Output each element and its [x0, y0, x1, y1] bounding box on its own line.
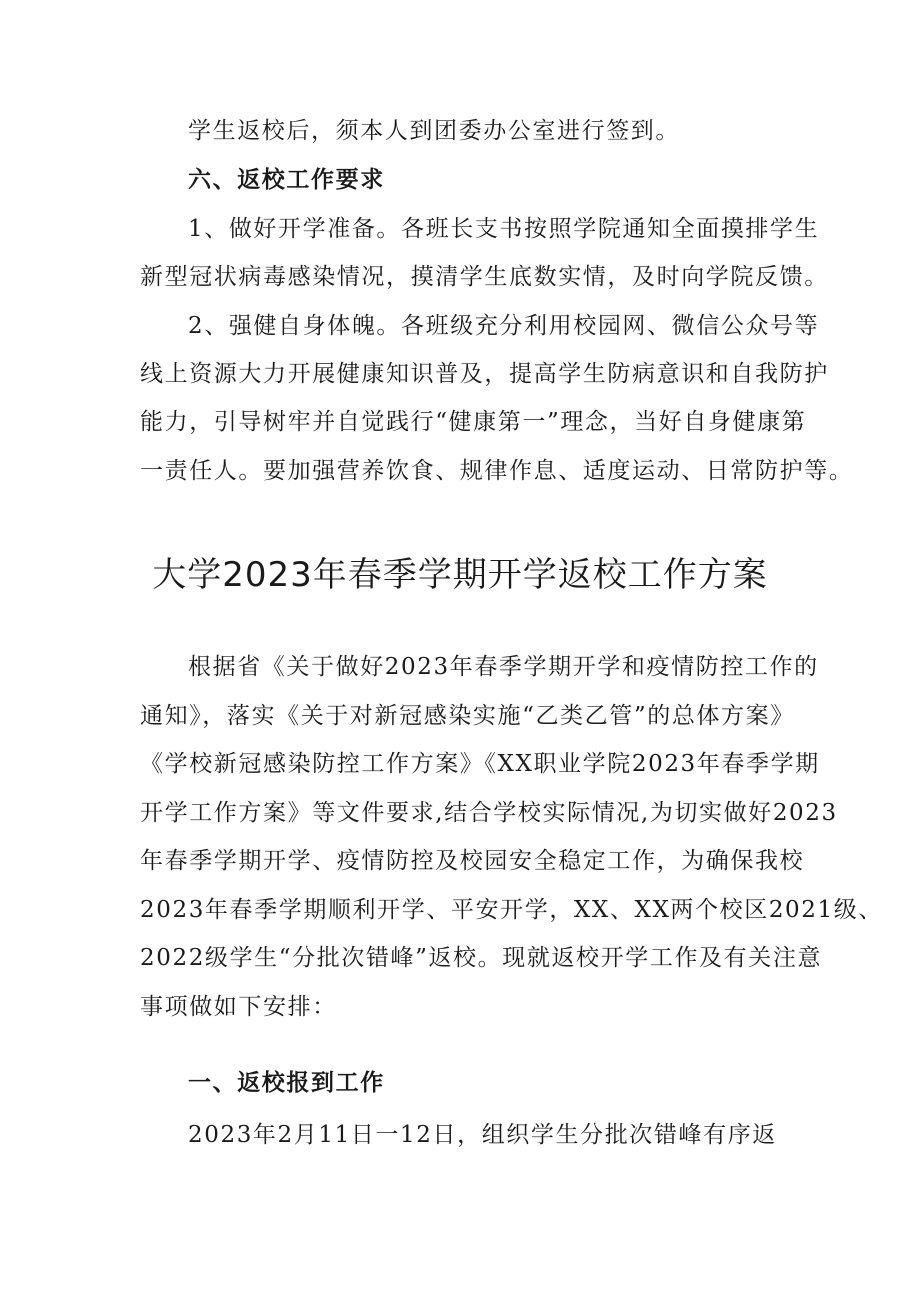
body-line: 开学工作方案》等文件要求,结合学校实际情况,为切实做好2023 [140, 800, 838, 826]
document-title: 大学2023年春季学期开学返校工作方案 [152, 555, 768, 595]
body-line: 线上资源大力开展健康知识普及，提高学生防病意识和自我防护 [140, 361, 829, 387]
body-line: 1、做好开学准备。各班长支书按照学院通知全面摸排学生 [188, 216, 820, 242]
body-line: 能力，引导树牢并自觉践行“健康第一”理念，当好自身健康第 [140, 409, 807, 435]
body-line: 通知》，落实《关于对新冠感染实施“乙类乙管”的总体方案》 [140, 703, 795, 729]
body-line: 2022级学生“分批次错峰”返校。现就返校开学工作及有关注意 [140, 945, 823, 971]
body-line: 2、强健自身体魄。各班级充分利用校园网、微信公众号等 [188, 313, 820, 339]
body-line: 《学校新冠感染防控工作方案》《XX职业学院2023年春季学期 [140, 751, 820, 777]
body-line: 学生返校后，须本人到团委办公室进行签到。 [188, 118, 680, 144]
body-line: 新型冠状病毒感染情况，摸清学生底数实情，及时向学院反馈。 [140, 264, 829, 290]
section-heading-six: 六、返校工作要求 [188, 167, 385, 193]
body-line: 事项做如下安排： [140, 994, 337, 1020]
body-line: 年春季学期开学、疫情防控及校园安全稳定工作，为确保我校 [140, 848, 805, 874]
section-heading-one: 一、返校报到工作 [188, 1070, 385, 1096]
body-line: 2023年春季学期顺利开学、平安开学，XX、XX两个校区2021级、 [140, 897, 883, 923]
body-line: 2023年2月11日一12日，组织学生分批次错峰有序返 [188, 1122, 777, 1148]
body-line: 根据省《关于做好2023年春季学期开学和疫情防控工作的 [188, 654, 819, 680]
body-line: 一责任人。要加强营养饮食、规律作息、适度运动、日常防护等。 [140, 458, 854, 484]
